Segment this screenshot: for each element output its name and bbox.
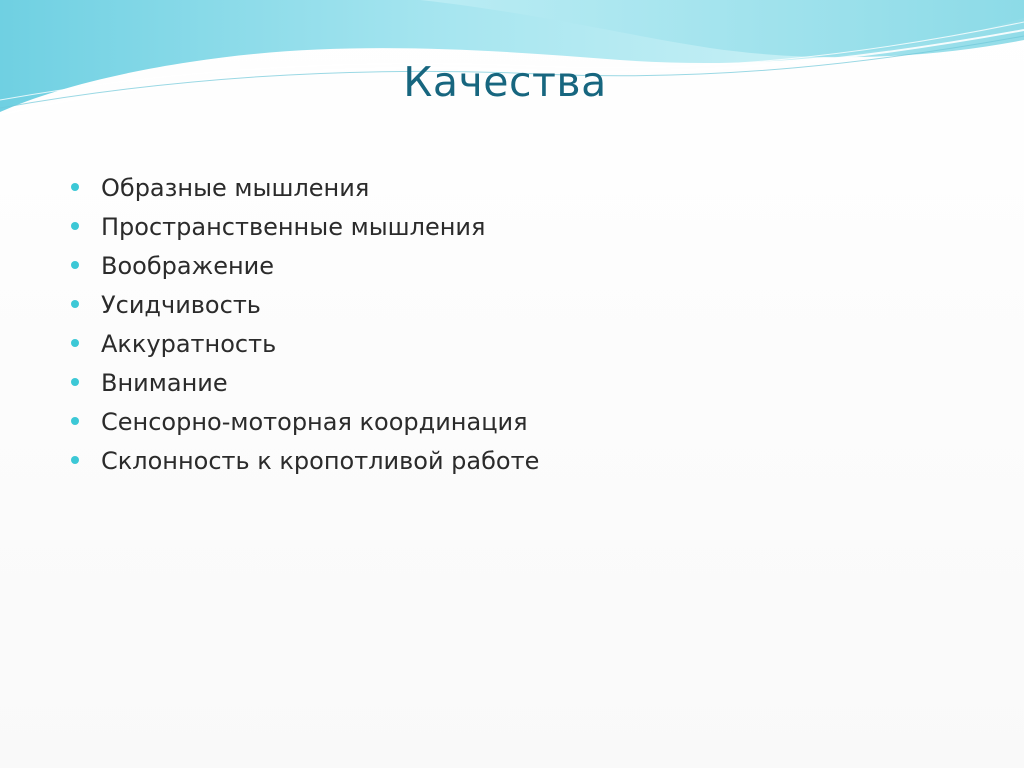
list-item-text: Склонность к кропотливой работе [101, 447, 540, 475]
bullet-icon [71, 339, 79, 347]
bullet-icon [71, 183, 79, 191]
bullet-icon [71, 456, 79, 464]
list-item-text: Воображение [101, 252, 275, 280]
list-item-text: Сенсорно-моторная координация [101, 408, 528, 436]
bullet-icon [71, 222, 79, 230]
slide-title: Качества [403, 58, 607, 106]
list-item-text: Пространственные мышления [101, 213, 486, 241]
list-item-text: Внимание [101, 369, 228, 397]
bullet-icon [71, 417, 79, 425]
bullet-icon [71, 378, 79, 386]
list-item-text: Образные мышления [101, 174, 370, 202]
list-item-text: Усидчивость [101, 291, 261, 319]
list-item-text: Аккуратность [101, 330, 277, 358]
bullet-icon [71, 300, 79, 308]
bullet-icon [71, 261, 79, 269]
